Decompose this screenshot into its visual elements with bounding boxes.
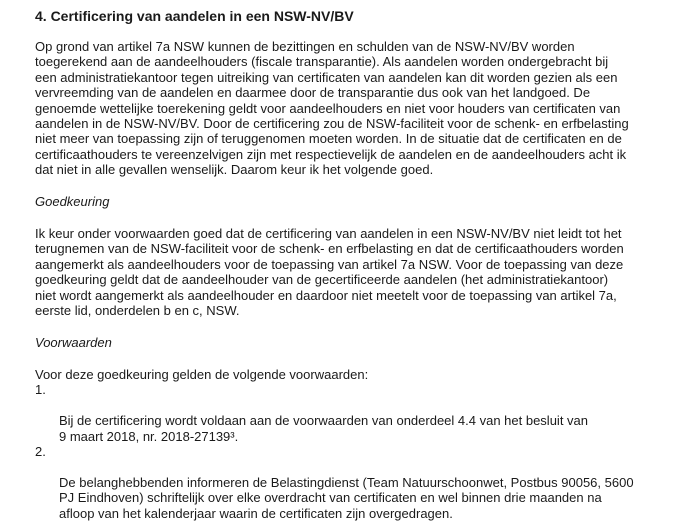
conditions-intro: Voor deze goedkeuring gelden de volgende voorwaarden: — [35, 366, 369, 382]
list-item — [35, 382, 685, 444]
intro-paragraph: Op grond van artikel 7a NSW kunnen de bezittingen en schulden van de NSW-NV/BV worden toegerekend aan de aandeelhouders (fiscale transparantie). Als aandelen worden ondergebracht bij een administratiekantoor tegen uitreiking van certificaten van aandelen kan dit worden gezien als een vervreemding van de aandelen en daarmee door de transparantie dus ook van het landgoed. De genoemde wettelijke toerekening geldt voor aandeelhouders en niet voor houders van certificaten van aandelen in de NSW-NV/BV. Door de certificering zou de NSW-faciliteit voor de schenk- en erfbelasting niet meer van toepassing zijn of teruggenomen moeten worden. In de situatie dat de certificaten en de certificaathouders te vereenzelvigen zijn met respectievelijk de aandelen en de aandeelhouders acht ik dat niet in alle gevallen wenselijk. Daarom keur ik het volgende goed. — [35, 39, 629, 178]
list-item — [35, 444, 685, 521]
section-heading: 4. Certificering van aandelen in een NSW-NV/BV — [35, 8, 354, 24]
spacer — [35, 209, 685, 226]
list-item-text: De belanghebbenden informeren de Belastingdienst (Team Natuurschoonwet, Postbus 90056, 5600 PJ Eindhoven) schriftelijk over elke overdracht van certificaten en wel binnen drie maanden na afloop van het kalenderjaar waarin de certificaten zijn overgedragen. — [59, 474, 634, 521]
document-page — [35, 8, 685, 521]
list-item-number: 1. — [35, 382, 46, 398]
approval-title: Goedkeuring — [35, 193, 110, 209]
list-item-number: 2. — [35, 443, 46, 459]
conditions-title: Voorwaarden — [35, 334, 112, 350]
list-item-text: Bij de certificering wordt voldaan aan de voorwaarden van onderdeel 4.4 van het besluit van 9 maart 2018, nr. 2018-27139³. — [59, 413, 589, 444]
approval-paragraph: Ik keur onder voorwaarden goed dat de certificering van aandelen in een NSW-NV/BV niet leidt tot het terugnemen van de NSW-faciliteit voor de schenk- en erfbelasting en dat de certificaathouders worden aangemerkt als aandeelhouders voor de toepassing van artikel 7a NSW. Voor de toepassing van deze goedkeuring geldt dat de aandeelhouder van de gecertificeerde aandelen (het administratiekantoor) niet wordt aangemerkt als aandeelhouder en daardoor niet meetelt voor de toepassing van artikel 7a, eerste lid, onderdelen b en c, NSW. — [35, 226, 624, 319]
spacer — [35, 178, 685, 194]
spacer — [35, 319, 685, 335]
spacer — [35, 350, 685, 367]
conditions-list — [35, 382, 685, 521]
